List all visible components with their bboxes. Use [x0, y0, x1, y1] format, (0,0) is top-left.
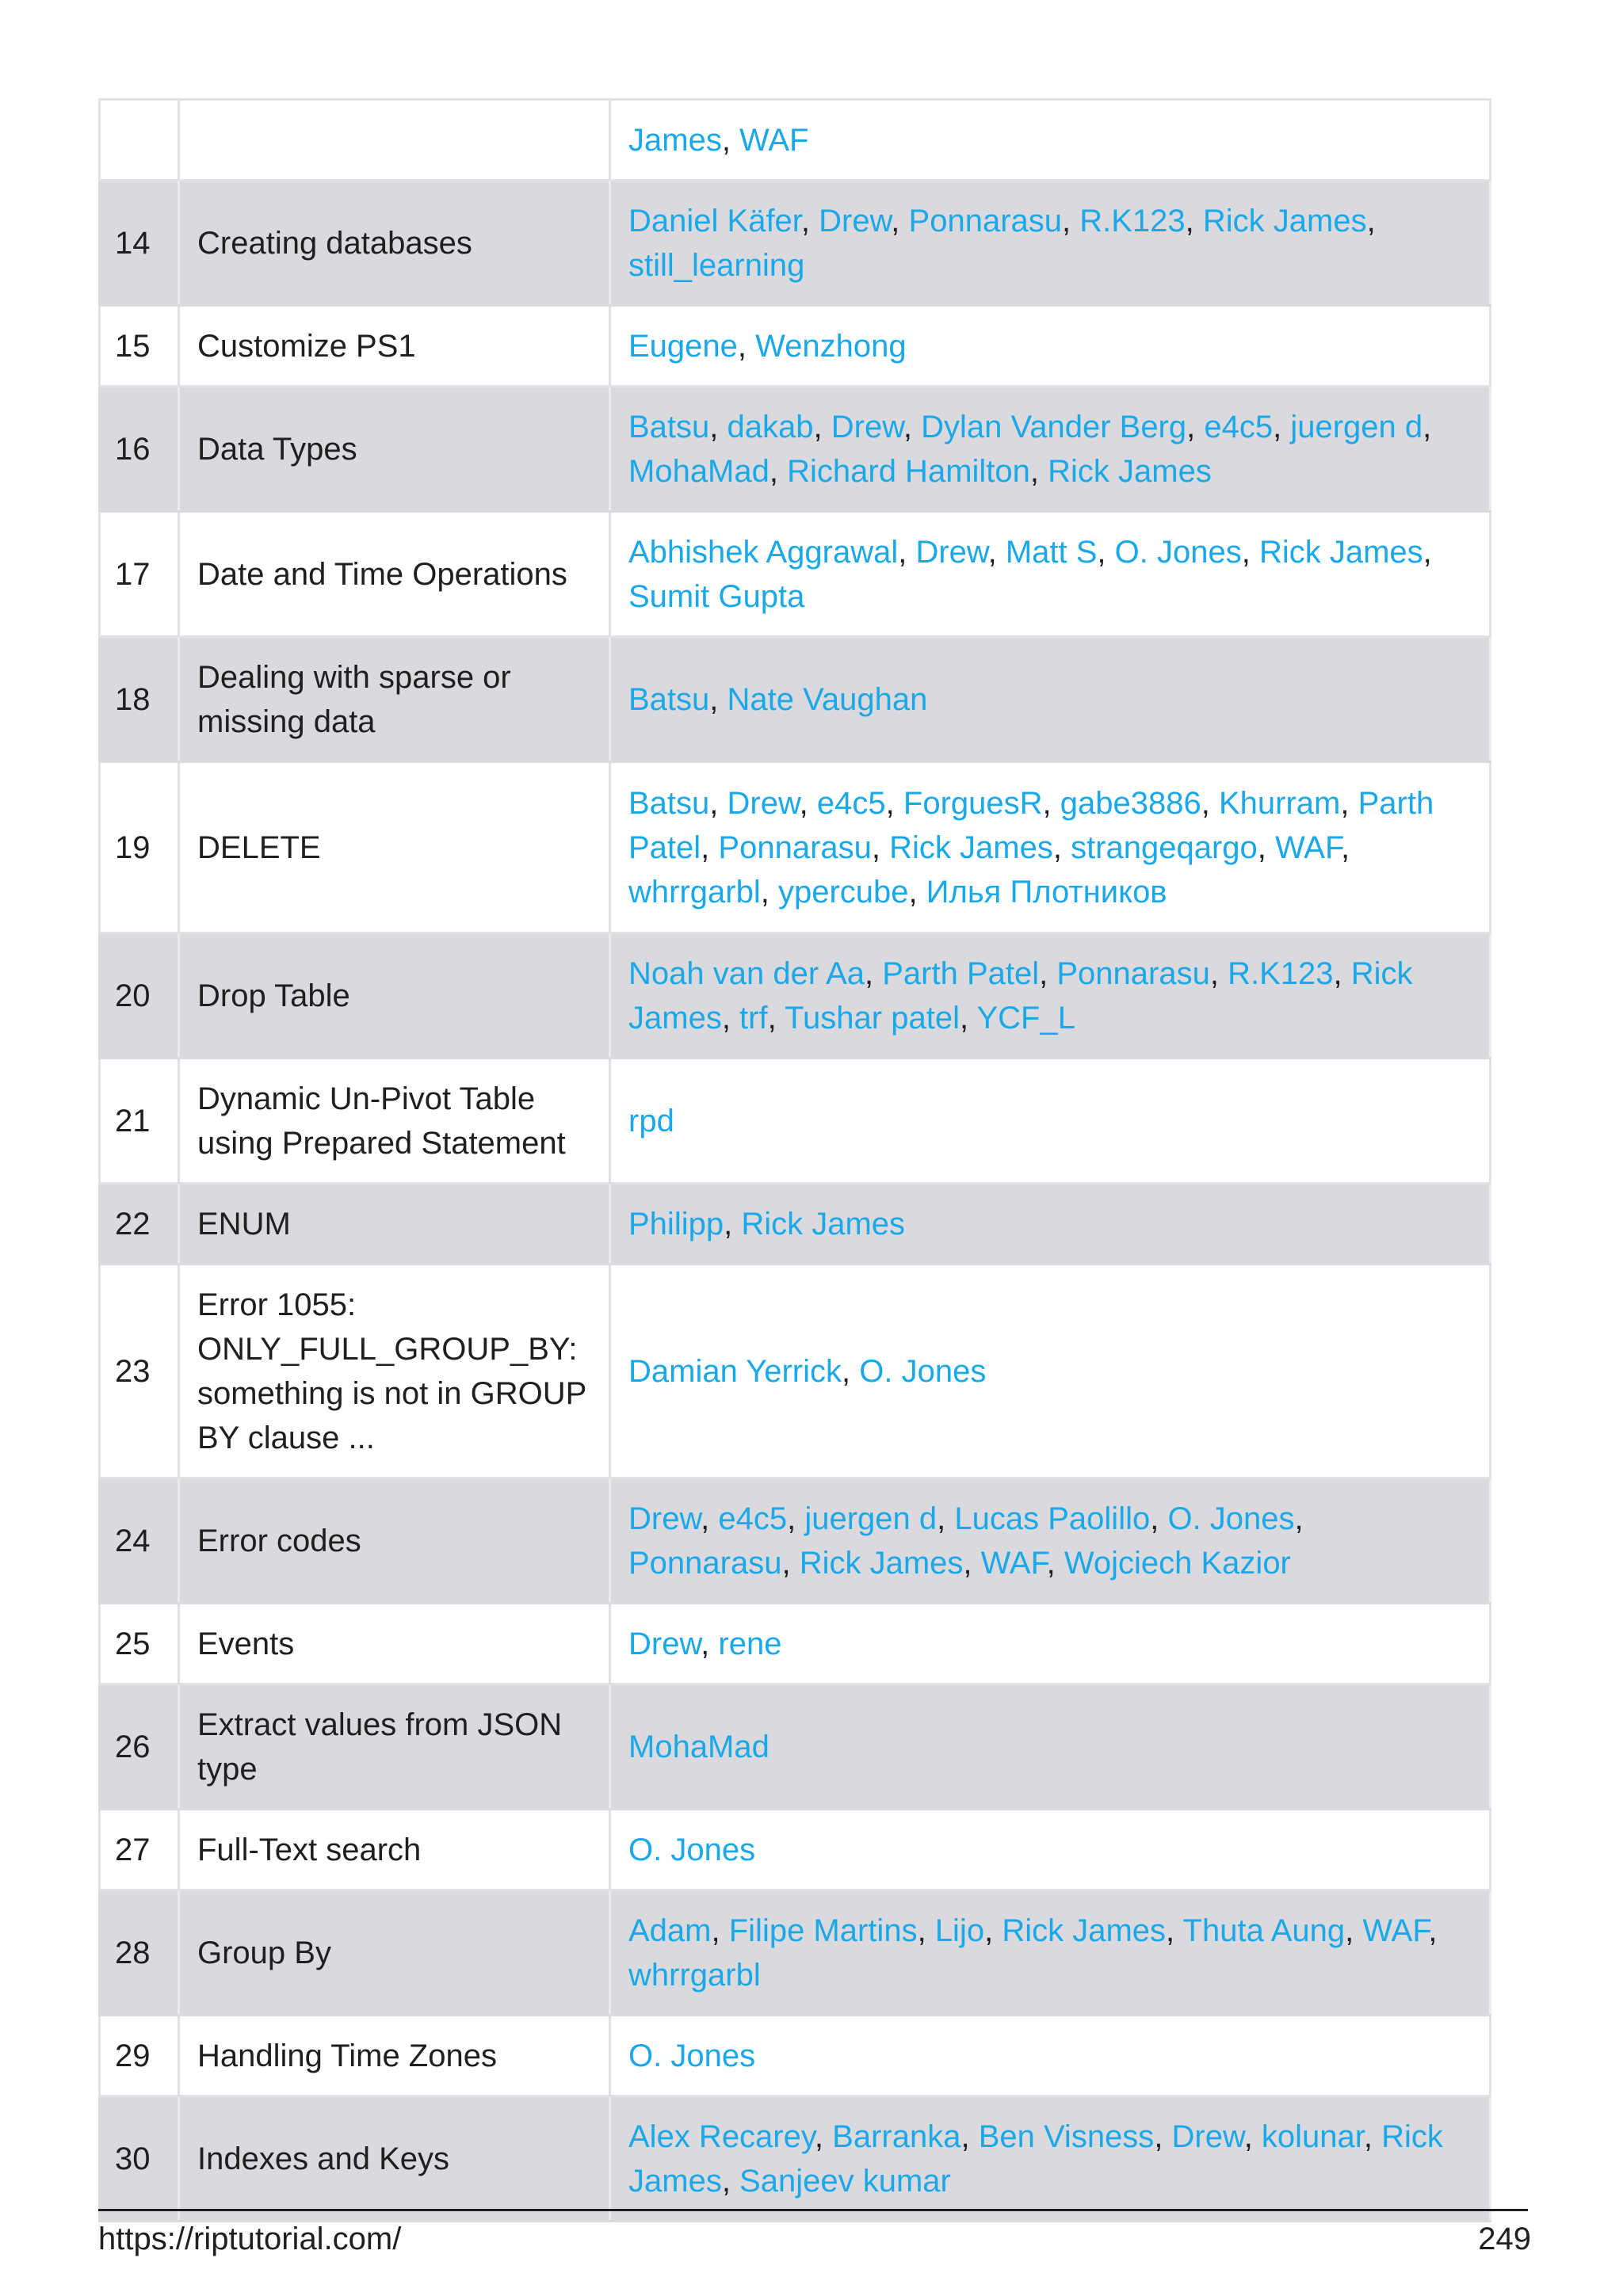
contributor-link[interactable]: still_learning: [628, 247, 805, 283]
separator: ,: [865, 955, 883, 991]
separator: ,: [769, 453, 788, 489]
separator: ,: [781, 1545, 800, 1581]
separator: ,: [959, 1000, 977, 1035]
contributors-cell: [610, 1684, 1491, 1810]
table-row: [100, 1684, 1491, 1810]
topic-cell: Date and Time Operations: [179, 512, 610, 637]
contributor-link[interactable]: O. Jones: [859, 1353, 987, 1389]
contributor-link[interactable]: Noah van der Aa: [628, 955, 865, 991]
table-row: [100, 933, 1491, 1058]
footer-divider: [98, 2209, 1528, 2211]
table-row: [100, 1058, 1491, 1184]
table-row: [100, 2096, 1491, 2222]
contributor-link[interactable]: Khurram: [1218, 785, 1341, 821]
contributors-cell: [610, 181, 1491, 306]
contributor-link[interactable]: Илья Плотников: [926, 874, 1167, 910]
contributor-link[interactable]: Rick James: [1002, 1913, 1167, 1948]
contributor-link[interactable]: Parth Patel: [882, 955, 1040, 991]
separator: ,: [908, 874, 926, 910]
separator: ,: [1042, 785, 1060, 821]
contributor-link[interactable]: Eugene: [628, 328, 738, 364]
contributor-link[interactable]: O. Jones: [1167, 1501, 1295, 1536]
contributor-link[interactable]: Drew: [727, 785, 800, 821]
separator: ,: [903, 409, 922, 444]
row-number: [100, 100, 179, 181]
table-row: [100, 181, 1491, 306]
contributor-link[interactable]: Filipe Martins: [728, 1913, 918, 1948]
table-row: [100, 100, 1491, 181]
contributor-link[interactable]: Rick James: [889, 830, 1053, 865]
contributor-link[interactable]: whrrgarbl: [628, 874, 761, 910]
separator: ,: [1294, 1501, 1304, 1536]
contributor-link[interactable]: Adam: [628, 1913, 712, 1948]
separator: ,: [1428, 1913, 1438, 1948]
contributor-link[interactable]: Nate Vaughan: [727, 681, 928, 717]
contributor-link[interactable]: Philipp: [628, 1206, 724, 1241]
contributors-cell: [610, 1890, 1491, 2016]
row-number: 20: [100, 933, 179, 1058]
contributor-link[interactable]: Richard Hamilton: [787, 453, 1030, 489]
separator: ,: [1366, 203, 1376, 238]
contributors-cell: [610, 2096, 1491, 2222]
contributor-link[interactable]: Batsu: [628, 409, 710, 444]
contributors-cell: [610, 2016, 1491, 2096]
table-row: [100, 1604, 1491, 1684]
row-number: 24: [100, 1478, 179, 1604]
separator: ,: [1273, 409, 1291, 444]
separator: ,: [1154, 2119, 1172, 2154]
table-row: [100, 762, 1491, 933]
table-row: [100, 1890, 1491, 2016]
contributors-cell: [610, 1264, 1491, 1478]
topic-cell: Error codes: [179, 1478, 610, 1604]
contributor-link[interactable]: Sanjeev kumar: [739, 2163, 951, 2199]
row-number: 19: [100, 762, 179, 933]
contributor-link[interactable]: Drew: [628, 1501, 701, 1536]
separator: ,: [984, 1913, 1002, 1948]
separator: ,: [1340, 785, 1358, 821]
contributor-link[interactable]: Drew: [819, 203, 892, 238]
credits-table: [98, 98, 1491, 2222]
separator: ,: [1062, 203, 1080, 238]
contributor-link[interactable]: Ponnarasu: [908, 203, 1063, 238]
contributor-link[interactable]: MohaMad: [628, 453, 769, 489]
separator: ,: [787, 1501, 805, 1536]
contributor-link[interactable]: Barranka: [832, 2119, 961, 2154]
separator: ,: [1029, 453, 1048, 489]
separator: ,: [1243, 2119, 1262, 2154]
separator: ,: [1333, 955, 1351, 991]
separator: ,: [1209, 955, 1228, 991]
topic-cell: Handling Time Zones: [179, 2016, 610, 2096]
table-row: [100, 387, 1491, 512]
contributor-link[interactable]: YCF_L: [976, 1000, 1075, 1035]
topic-cell: Full-Text search: [179, 1810, 610, 1890]
topic-cell: Creating databases: [179, 181, 610, 306]
contributor-link[interactable]: Thuta Aung: [1182, 1913, 1346, 1948]
contributor-link[interactable]: rpd: [628, 1103, 674, 1138]
topic-cell: Drop Table: [179, 933, 610, 1058]
contributor-link[interactable]: Rick James: [799, 1545, 964, 1581]
separator: ,: [721, 1000, 740, 1035]
row-number: 27: [100, 1810, 179, 1890]
contributor-link[interactable]: Batsu: [628, 681, 710, 717]
separator: ,: [1423, 534, 1432, 570]
topic-cell: Dealing with sparse or missing data: [179, 637, 610, 762]
separator: ,: [1186, 409, 1205, 444]
row-number: 25: [100, 1604, 179, 1684]
contributor-link[interactable]: WAF: [739, 122, 809, 158]
contributor-link[interactable]: MohaMad: [628, 1729, 769, 1764]
contributor-link[interactable]: R.K123: [1228, 955, 1334, 991]
separator: ,: [1046, 1545, 1064, 1581]
separator: ,: [1166, 1913, 1183, 1948]
contributor-link[interactable]: Rick James: [1048, 453, 1212, 489]
separator: ,: [737, 328, 756, 364]
contributor-link[interactable]: Alex Recarey: [628, 2119, 815, 2154]
separator: ,: [1185, 203, 1203, 238]
table-row: [100, 1478, 1491, 1604]
page-number: 249: [1478, 2222, 1531, 2256]
contributor-link[interactable]: e4c5: [816, 785, 886, 821]
separator: ,: [898, 534, 916, 570]
contributor-link[interactable]: Ponnarasu: [628, 1545, 782, 1581]
contributors-cell: [610, 933, 1491, 1058]
contributor-link[interactable]: Rick James: [628, 2119, 1443, 2199]
contributor-link[interactable]: Dylan Vander Berg: [921, 409, 1187, 444]
contributor-link[interactable]: Drew: [831, 409, 903, 444]
contributor-link[interactable]: Wenzhong: [755, 328, 907, 364]
contributor-link[interactable]: Tushar patel: [785, 1000, 960, 1035]
contributor-link[interactable]: R.K123: [1079, 203, 1186, 238]
separator: ,: [987, 534, 1006, 570]
contributors-cell: [610, 637, 1491, 762]
topic-cell: Group By: [179, 1890, 610, 2016]
row-number: 30: [100, 2096, 179, 2222]
row-number: 17: [100, 512, 179, 637]
contributors-cell: [610, 512, 1491, 637]
separator: ,: [701, 1626, 719, 1661]
separator: ,: [1340, 830, 1350, 865]
separator: ,: [937, 1501, 955, 1536]
contributor-link[interactable]: Rick James: [628, 955, 1413, 1035]
contributor-link[interactable]: Ponnarasu: [718, 830, 872, 865]
separator: ,: [963, 1545, 981, 1581]
contributor-link[interactable]: Parth Patel: [628, 785, 1434, 865]
separator: ,: [1345, 1913, 1363, 1948]
contributor-link[interactable]: dakab: [727, 409, 814, 444]
separator: ,: [885, 785, 903, 821]
row-number: 14: [100, 181, 179, 306]
row-number: 23: [100, 1264, 179, 1478]
table-row: [100, 1264, 1491, 1478]
separator: ,: [724, 1206, 742, 1241]
topic-cell: Customize PS1: [179, 306, 610, 387]
contributors-cell: [610, 762, 1491, 933]
separator: ,: [799, 785, 817, 821]
separator: ,: [721, 2163, 740, 2199]
contributor-link[interactable]: Daniel Käfer: [628, 203, 801, 238]
contributors-cell: [610, 1058, 1491, 1184]
table-row: [100, 1184, 1491, 1264]
separator: ,: [1363, 2119, 1382, 2154]
contributor-link[interactable]: Drew: [628, 1626, 701, 1661]
separator: ,: [800, 203, 819, 238]
contributors-cell: [610, 1810, 1491, 1890]
contributor-link[interactable]: e4c5: [1204, 409, 1274, 444]
separator: ,: [709, 785, 727, 821]
separator: ,: [1257, 830, 1276, 865]
contributors-cell: [610, 306, 1491, 387]
contributor-link[interactable]: ForguesR: [903, 785, 1043, 821]
contributors-cell: [610, 1604, 1491, 1684]
separator: ,: [960, 2119, 979, 2154]
contributor-link[interactable]: strangeqargo: [1071, 830, 1258, 865]
contributor-link[interactable]: ypercube: [777, 874, 909, 910]
contributor-link[interactable]: Drew: [915, 534, 988, 570]
topic-cell: Indexes and Keys: [179, 2096, 610, 2222]
row-number: 21: [100, 1058, 179, 1184]
separator: ,: [711, 1913, 729, 1948]
separator: ,: [1039, 955, 1057, 991]
contributor-link[interactable]: Matt S: [1005, 534, 1098, 570]
row-number: 29: [100, 2016, 179, 2096]
contributor-link[interactable]: James: [628, 122, 722, 158]
table-row: [100, 2016, 1491, 2096]
contributor-link[interactable]: juergen d: [1290, 409, 1423, 444]
row-number: 18: [100, 637, 179, 762]
row-number: 28: [100, 1890, 179, 2016]
topic-cell: Dynamic Un-Pivot Table using Prepared Statement: [179, 1058, 610, 1184]
topic-cell: Extract values from JSON type: [179, 1684, 610, 1810]
separator: ,: [1423, 409, 1432, 444]
separator: ,: [1097, 534, 1115, 570]
separator: ,: [709, 681, 727, 717]
separator: ,: [1241, 534, 1259, 570]
contributor-link[interactable]: Rick James: [741, 1206, 906, 1241]
separator: ,: [871, 830, 890, 865]
contributor-link[interactable]: Abhishek Aggrawal: [628, 534, 899, 570]
row-number: 15: [100, 306, 179, 387]
row-number: 16: [100, 387, 179, 512]
topic-cell: ENUM: [179, 1184, 610, 1264]
row-number: 22: [100, 1184, 179, 1264]
contributor-link[interactable]: Drew: [1171, 2119, 1244, 2154]
topic-cell: DELETE: [179, 762, 610, 933]
contributor-link[interactable]: WAF: [980, 1545, 1047, 1581]
contributor-link[interactable]: Sumit Gupta: [628, 578, 805, 614]
contributors-cell: [610, 387, 1491, 512]
contributor-link[interactable]: WAF: [1275, 830, 1341, 865]
contributor-link[interactable]: Ponnarasu: [1056, 955, 1210, 991]
separator: ,: [701, 830, 719, 865]
contributor-link[interactable]: O. Jones: [1114, 534, 1242, 570]
topic-cell: Events: [179, 1604, 610, 1684]
contributor-link[interactable]: Ben Visness: [978, 2119, 1155, 2154]
separator: ,: [1150, 1501, 1168, 1536]
contributors-cell: [610, 1184, 1491, 1264]
contributor-link[interactable]: e4c5: [718, 1501, 788, 1536]
separator: ,: [767, 1000, 785, 1035]
contributor-link[interactable]: WAF: [1362, 1913, 1429, 1948]
credits-table-body: [100, 100, 1491, 2222]
table-row: [100, 1810, 1491, 1890]
contributor-link[interactable]: kolunar: [1261, 2119, 1364, 2154]
contributor-link[interactable]: whrrgarbl: [628, 1957, 761, 1993]
contributors-cell: [610, 100, 1491, 181]
contributors-cell: [610, 1478, 1491, 1604]
contributor-link[interactable]: Lucas Paolillo: [954, 1501, 1151, 1536]
contributor-link[interactable]: Lijo: [934, 1913, 985, 1948]
separator: ,: [1052, 830, 1071, 865]
contributor-link[interactable]: Rick James: [1202, 203, 1367, 238]
table-row: [100, 306, 1491, 387]
topic-cell: Data Types: [179, 387, 610, 512]
separator: ,: [701, 1501, 719, 1536]
row-number: 26: [100, 1684, 179, 1810]
contributor-link[interactable]: Batsu: [628, 785, 710, 821]
contributor-link[interactable]: trf: [739, 1000, 768, 1035]
contributor-link[interactable]: Rick James: [1258, 534, 1423, 570]
separator: ,: [721, 122, 740, 158]
footer-url[interactable]: https://riptutorial.com/: [98, 2222, 402, 2256]
separator: ,: [1201, 785, 1219, 821]
separator: ,: [842, 1353, 860, 1389]
contributor-link[interactable]: gabe3886: [1060, 785, 1201, 821]
topic-cell: [179, 100, 610, 181]
contributor-link[interactable]: O. Jones: [628, 2038, 756, 2073]
table-row: [100, 512, 1491, 637]
separator: ,: [891, 203, 909, 238]
separator: ,: [814, 2119, 833, 2154]
contributor-link[interactable]: juergen d: [804, 1501, 938, 1536]
contributor-link[interactable]: O. Jones: [628, 1832, 756, 1867]
contributor-link[interactable]: Wojciech Kazior: [1064, 1545, 1291, 1581]
separator: ,: [917, 1913, 935, 1948]
separator: ,: [760, 874, 778, 910]
table-row: [100, 637, 1491, 762]
topic-cell: Error 1055: ONLY_FULL_GROUP_BY: something is not in GROUP BY clause ...: [179, 1264, 610, 1478]
contributor-link[interactable]: Damian Yerrick: [628, 1353, 842, 1389]
separator: ,: [813, 409, 831, 444]
contributor-link[interactable]: rene: [718, 1626, 782, 1661]
separator: ,: [709, 409, 727, 444]
